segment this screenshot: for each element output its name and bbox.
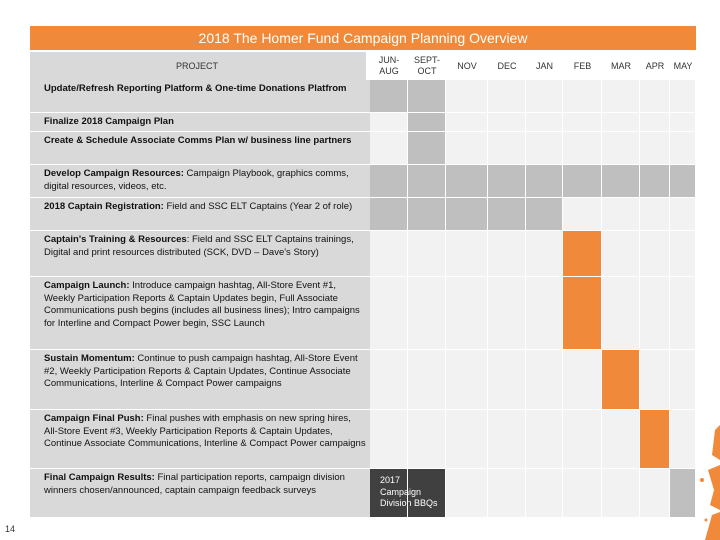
timeline-cell — [640, 113, 670, 131]
timeline-cell — [446, 198, 488, 230]
timeline-cell — [408, 113, 446, 131]
table-row — [30, 350, 696, 409]
timeline-cell — [602, 165, 640, 197]
task-label — [30, 350, 370, 409]
timeline-cell — [446, 410, 488, 468]
timeline-cell — [370, 165, 408, 197]
timeline-cell — [488, 132, 526, 164]
task-title: Sustain Momentum: — [44, 353, 135, 364]
timeline-cell — [670, 277, 696, 349]
task-description: Field and SSC ELT Captains (Year 2 of role) — [163, 201, 353, 212]
table-row — [30, 469, 696, 517]
task-description: Final participation reports, campaign division winners chosen/announced, captain campaign feedback surveys — [44, 472, 345, 496]
timeline-cell — [370, 277, 408, 349]
timeline-cell — [446, 350, 488, 409]
task-label — [30, 165, 370, 197]
table-row — [30, 132, 696, 164]
timeline-cell — [602, 410, 640, 468]
timeline-cell — [488, 198, 526, 230]
timeline-cell — [488, 410, 526, 468]
timeline-cell — [526, 231, 563, 276]
timeline-cell — [488, 350, 526, 409]
timeline-cell — [563, 80, 602, 112]
month-header: MAR — [611, 60, 631, 71]
task-description: Introduce campaign hashtag, All-Store Event #1, Weekly Participation Reports & Captain Updates begin, Full Associate Communications push begins (includes all business lines); Intro campaigns for Interline and Compact Power begin, SSC Launch — [44, 280, 360, 329]
timeline-cell — [640, 80, 670, 112]
timeline-cell — [563, 410, 602, 468]
table-row — [30, 80, 696, 112]
timeline-cell — [370, 113, 408, 131]
table-row — [30, 277, 696, 349]
month-header: FEB — [573, 60, 592, 71]
timeline-cell — [602, 198, 640, 230]
timeline-cell — [370, 198, 408, 230]
timeline-cell — [526, 132, 563, 164]
month-header: SEPT- OCT — [413, 55, 440, 76]
table-row — [30, 231, 696, 276]
timeline-cell — [526, 469, 563, 517]
task-label — [30, 410, 370, 468]
timeline-cell — [602, 350, 640, 409]
timeline-cell — [446, 165, 488, 197]
timeline-cell — [602, 277, 640, 349]
timeline-cell — [408, 165, 446, 197]
timeline-cell — [370, 350, 408, 409]
month-header: NOV — [457, 60, 477, 71]
task-title: Create & Schedule Associate Comms Plan w/ business line partners — [44, 135, 352, 146]
timeline-cell — [640, 198, 670, 230]
timeline-cell — [370, 410, 408, 468]
timeline-cell — [408, 231, 446, 276]
timeline-cell — [670, 198, 696, 230]
timeline-cell — [670, 165, 696, 197]
task-label — [30, 198, 370, 230]
page-title: 2018 The Homer Fund Campaign Planning Overview — [30, 26, 696, 50]
timeline-cell — [488, 277, 526, 349]
timeline-cell — [526, 277, 563, 349]
timeline-cell — [670, 231, 696, 276]
timeline-cell — [640, 231, 670, 276]
timeline-cell — [446, 277, 488, 349]
task-title: Captain's Training & Resources — [44, 234, 187, 245]
month-header: JAN — [535, 60, 553, 71]
timeline-cell — [640, 469, 670, 517]
timeline-cell — [526, 350, 563, 409]
timeline-cell — [370, 80, 408, 112]
page-number: 14 — [5, 524, 16, 534]
timeline-cell — [670, 350, 696, 409]
table-row — [30, 198, 696, 230]
task-description: Continue to push campaign hashtag, All-Store Event #2, Weekly Participation Reports & Captain Updates, Continue Associate Communications, Interline & Compact Power campaigns — [44, 353, 358, 389]
task-label — [30, 469, 370, 517]
timeline-cell — [526, 410, 563, 468]
timeline-cell — [563, 277, 602, 349]
timeline-cell — [488, 231, 526, 276]
task-description: : Field and SSC ELT Captains trainings, Digital and print resources distributed (SCK, DVD – Dave's Story) — [44, 234, 354, 258]
timeline-cell — [446, 132, 488, 164]
timeline-cell — [640, 277, 670, 349]
task-label — [30, 231, 370, 276]
task-title: 2018 Captain Registration: — [44, 201, 164, 212]
task-description: Final pushes with emphasis on new spring hires, All-Store Event #3, Weekly Participation Reports & Captain Updates, Continue Associate Communications, Interline & Compact Power campaigns — [44, 413, 366, 449]
timeline-cell — [526, 165, 563, 197]
task-description: Campaign Playbook, graphics comms, digital resources, videos, etc. — [44, 168, 349, 192]
task-label — [30, 80, 370, 112]
timeline-cell — [488, 113, 526, 131]
timeline-cell — [563, 165, 602, 197]
table-row — [30, 113, 696, 131]
timeline-cell — [488, 469, 526, 517]
timeline-cell — [408, 198, 446, 230]
header-row — [30, 52, 696, 80]
timeline-cell — [408, 410, 446, 468]
timeline-cell — [563, 132, 602, 164]
month-header: DEC — [497, 60, 517, 71]
timeline-cell — [640, 350, 670, 409]
timeline-cell — [488, 165, 526, 197]
decorative-splatter-icon — [690, 420, 720, 540]
timeline-cell — [408, 277, 446, 349]
timeline-cell — [602, 80, 640, 112]
timeline-cell — [446, 231, 488, 276]
month-header: APR — [645, 60, 665, 71]
timeline-cell — [563, 231, 602, 276]
timeline-cell — [526, 113, 563, 131]
timeline-cell — [563, 113, 602, 131]
timeline-cell — [563, 469, 602, 517]
task-label — [30, 113, 370, 131]
timeline-cell — [563, 350, 602, 409]
table-row — [30, 410, 696, 468]
task-title: Finalize 2018 Campaign Plan — [44, 116, 174, 127]
timeline-cell — [602, 469, 640, 517]
timeline-cell — [640, 165, 670, 197]
timeline-cell — [602, 231, 640, 276]
timeline-cell — [563, 198, 602, 230]
task-label — [30, 132, 370, 164]
timeline-cell — [446, 113, 488, 131]
timeline-cell — [408, 132, 446, 164]
task-title: Final Campaign Results: — [44, 472, 155, 483]
timeline-cell — [488, 80, 526, 112]
timeline-cell — [670, 113, 696, 131]
timeline-cell — [602, 113, 640, 131]
timeline-cell — [602, 132, 640, 164]
timeline-cell — [408, 350, 446, 409]
timeline-cell — [526, 198, 563, 230]
timeline-cell — [446, 80, 488, 112]
task-title: Campaign Launch: — [44, 280, 130, 291]
timeline-cell — [408, 80, 446, 112]
timeline-cell — [370, 231, 408, 276]
task-title: Update/Refresh Reporting Platform & One-time Donations Platfrom — [44, 83, 347, 94]
task-label — [30, 277, 370, 349]
task-title: Campaign Final Push: — [44, 413, 144, 424]
project-header: PROJECT — [30, 52, 366, 80]
timeline-cell — [670, 132, 696, 164]
timeline-cell — [526, 80, 563, 112]
timeline-cell — [640, 410, 670, 468]
task-title: Develop Campaign Resources: — [44, 168, 184, 179]
month-header: JUN- AUG — [378, 55, 400, 76]
timeline-cell — [670, 80, 696, 112]
table-row — [30, 165, 696, 197]
timeline-cell — [370, 132, 408, 164]
bbq-note: 2017 Campaign Division BBQs — [380, 475, 438, 508]
month-header: MAY — [673, 60, 693, 71]
timeline-cell — [640, 132, 670, 164]
